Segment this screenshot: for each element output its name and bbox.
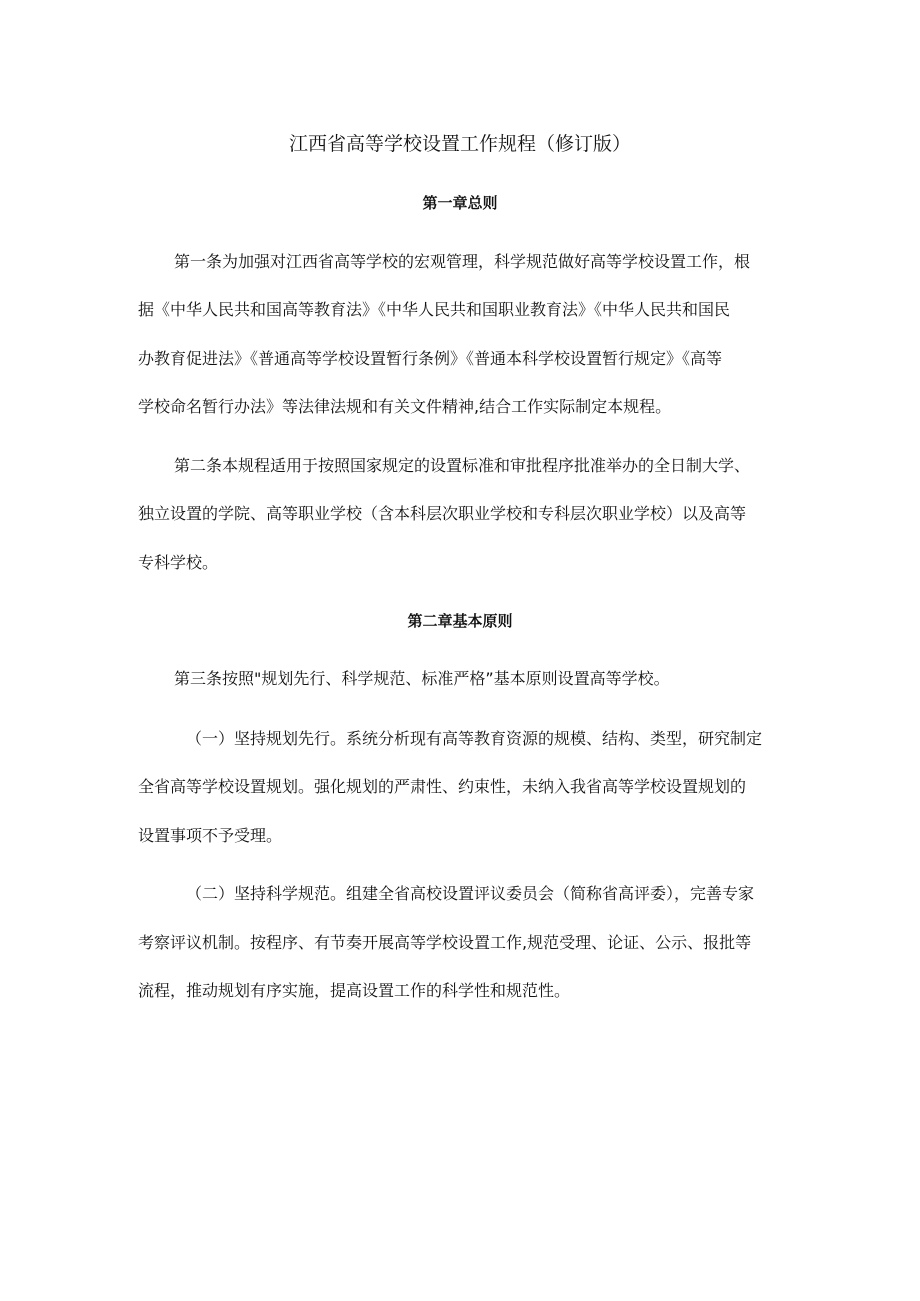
article-2-line-3: 专科学校。 [138,553,219,572]
article-1-line-2: 据《中华人民共和国高等教育法》《中华人民共和国职业教育法》《中华人民共和国民 [138,300,731,319]
article-1-line-3: 办教育促进法》《普通高等学校设置暂行条例》《普通本科学校设置暂行规定》《高等 [138,349,723,368]
article-3-line-1: 第三条按照"规划先行、科学规范、标准严格”基本原则设置高等学校。 [174,669,670,688]
item-1-line-3: 设置事项不予受理。 [138,826,283,845]
document-title: 江西省高等学校设置工作规程（修订版） [288,133,631,155]
article-2-line-2: 独立设置的学院、高等职业学校（含本科层次职业学校和专科层次职业学校）以及高等 [138,504,747,523]
item-2-line-1: （二）坚持科学规范。组建全省高校设置评议委员会（简称省高评委），完善专家 [186,884,755,903]
item-2-line-2: 考察评议机制。按程序、有节奏开展高等学校设置工作,规范受理、论证、公示、报批等 [138,933,752,952]
item-1-line-1: （一）坚持规划先行。系统分析现有高等教育资源的规模、结构、类型，研究制定 [186,729,763,748]
article-2-line-1: 第二条本规程适用于按照国家规定的设置标准和审批程序批准举办的全日制大学、 [174,456,751,475]
item-2-line-3: 流程，推动规划有序实施，提高设置工作的科学性和规范性。 [138,981,571,1000]
chapter-1-heading: 第一章总则 [422,194,498,212]
article-1-line-4: 学校命名暂行办法》等法律法规和有关文件精神,结合工作实际制定本规程。 [138,397,672,416]
item-1-line-2: 全省高等学校设置规划。强化规划的严肃性、约束性，未纳入我省高等学校设置规划的 [138,777,747,796]
chapter-2-heading: 第二章基本原则 [407,612,513,630]
article-1-line-1: 第一条为加强对江西省高等学校的宏观管理，科学规范做好高等学校设置工作，根 [174,252,751,271]
